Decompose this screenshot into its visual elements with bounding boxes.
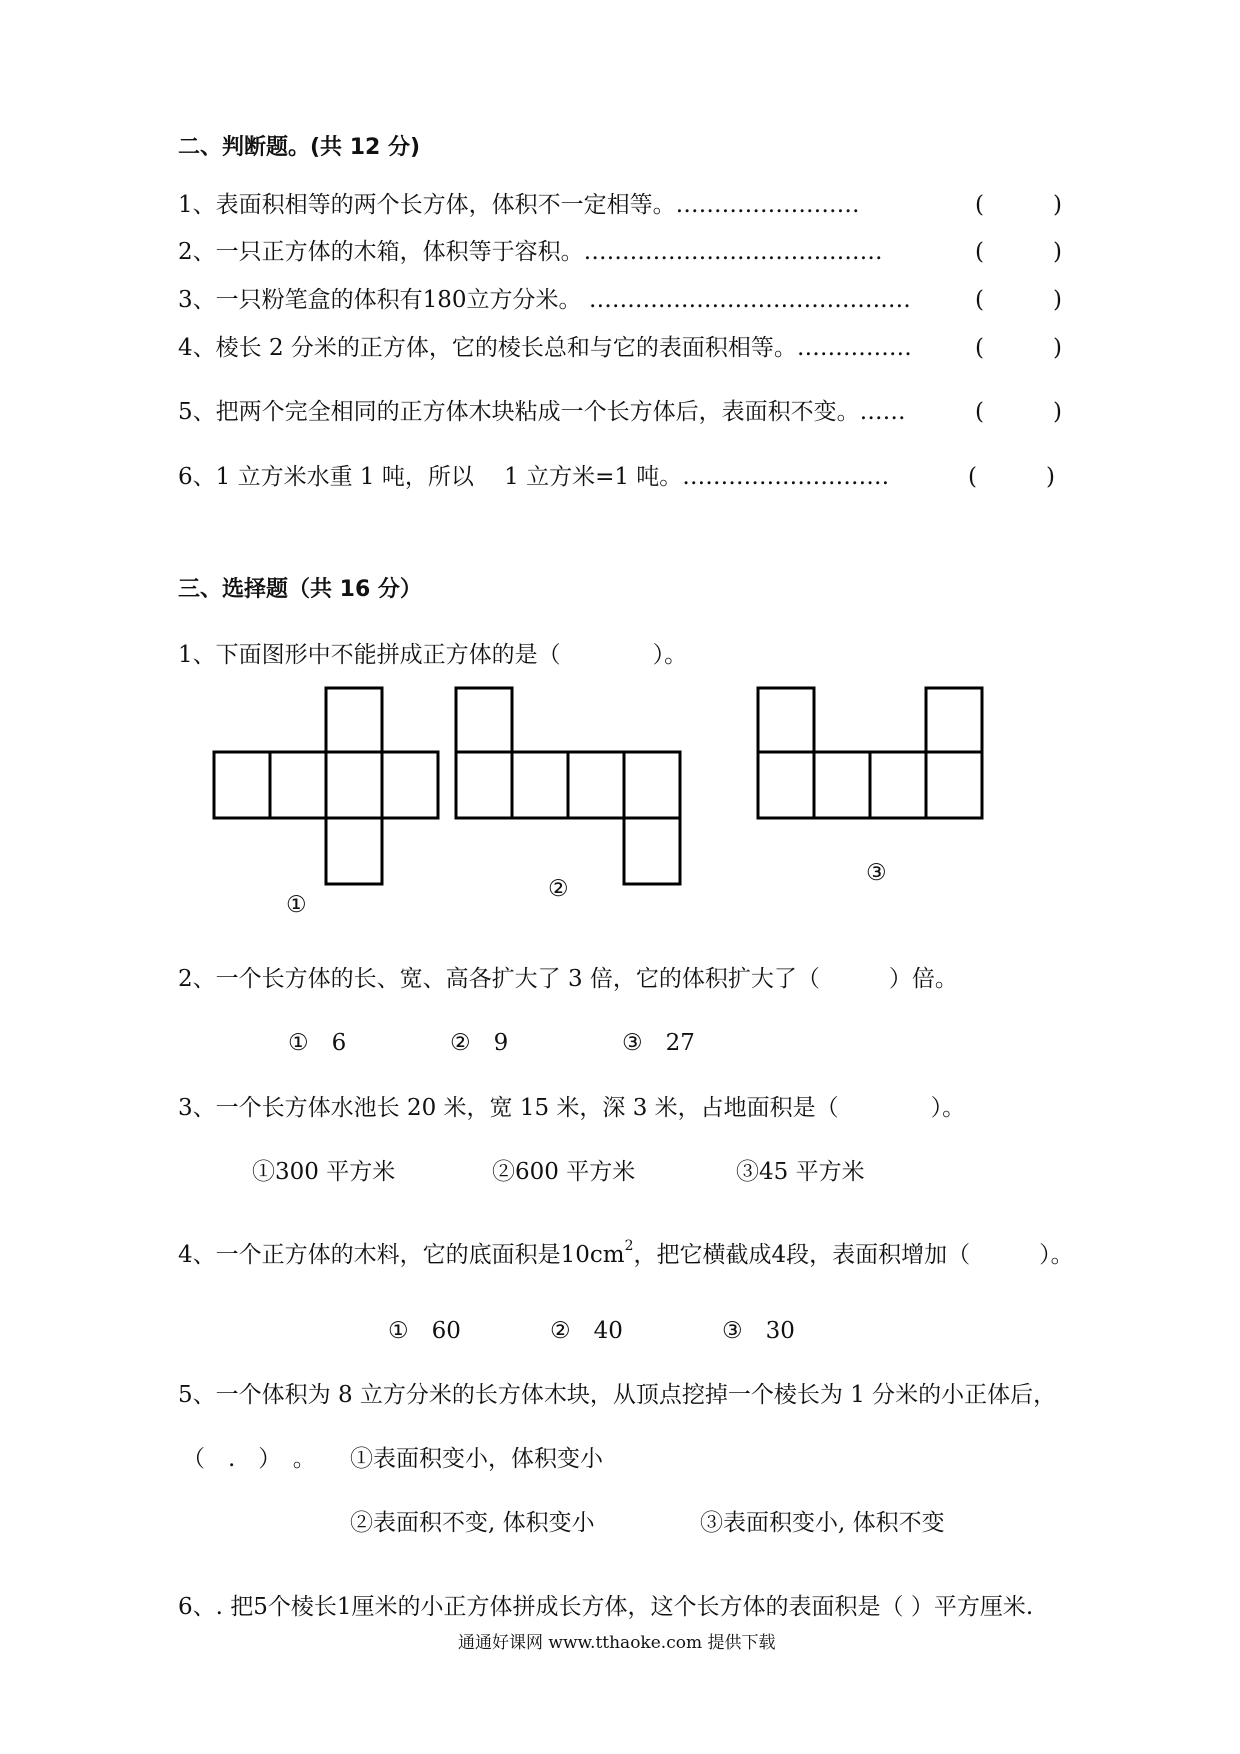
q2-option-3: ③ 27 <box>622 1030 695 1056</box>
choice-q3-text: 3、一个长方体水池长 20 米，宽 15 米，深 3 米，占地面积是（ ）。 <box>178 1095 966 1121</box>
choice-q5-text: 5、一个体积为 8 立方分米的长方体木块，从顶点挖掉一个棱长为 1 分米的小正体后， <box>178 1382 1057 1408</box>
q5-option-1: ①表面积变小，体积变小 <box>350 1446 603 1472</box>
choice-q4-text <box>178 1236 1074 1269</box>
judge-item-5: 5、把两个完全相同的正方体木块粘成一个长方体后，表面积不变。…… <box>178 399 906 425</box>
q4-text-before: 4、一个正方体的木料，它的底面积是10cm <box>178 1242 625 1268</box>
q4-option-1: ① 60 <box>388 1318 461 1344</box>
section3-heading: 三、选择题（共 16 分） <box>178 577 422 602</box>
judge-answer-1: ( ) <box>975 192 1062 218</box>
q3-option-2: ②600 平方米 <box>492 1159 636 1185</box>
choice-q2-text: 2、一个长方体的长、宽、高各扩大了 3 倍，它的体积扩大了（ ）倍。 <box>178 966 958 992</box>
q4-option-2: ② 40 <box>550 1318 623 1344</box>
q4-option-3: ③ 30 <box>722 1318 795 1344</box>
cube-net-1 <box>210 686 450 926</box>
q2-option-1: ① 6 <box>288 1030 347 1056</box>
judge-answer-4: ( ) <box>975 335 1062 361</box>
judge-answer-6: ( ) <box>968 464 1055 490</box>
judge-answer-3: ( ) <box>975 287 1062 313</box>
judge-answer-5: ( ) <box>975 399 1062 425</box>
judge-item-6: 6、1 立方米水重 1 吨，所以 1 立方米=1 吨。……………………… <box>178 464 890 490</box>
q5-answer-blank: （ . ） 。 <box>182 1446 316 1472</box>
choice-q6-text: 6、. 把5个棱长1厘米的小正方体拼成长方体，这个长方体的表面积是（ ）平方厘米. <box>178 1594 1034 1620</box>
net-label-1: ① <box>286 892 307 918</box>
q3-option-3: ③45 平方米 <box>736 1159 865 1185</box>
judge-answer-2: ( ) <box>975 239 1062 265</box>
q4-text-after: ，把它横截成4段，表面积增加（ ）。 <box>633 1242 1074 1268</box>
page-footer: 通通好课网 www.tthaoke.com 提供下载 <box>458 1633 776 1653</box>
judge-item-3: 3、一只粉笔盒的体积有180立方分米。 …………………………………… <box>178 287 911 313</box>
net-label-2: ② <box>548 876 569 902</box>
section2-heading: 二、判断题。(共 12 分) <box>178 135 421 160</box>
q4-superscript: 2 <box>624 1238 634 1254</box>
cube-net-2 <box>452 686 692 926</box>
q5-option-3: ③表面积变小, 体积不变 <box>700 1510 945 1536</box>
choice-q1-text: 1、下面图形中不能拼成正方体的是（ ）。 <box>178 642 688 668</box>
q5-option-2: ②表面积不变, 体积变小 <box>350 1510 595 1536</box>
judge-item-2: 2、一只正方体的木箱，体积等于容积。………………………………… <box>178 239 883 265</box>
q3-option-1: ①300 平方米 <box>252 1159 396 1185</box>
net-label-3: ③ <box>866 860 887 886</box>
cube-net-3 <box>754 686 994 846</box>
judge-item-1: 1、表面积相等的两个长方体，体积不一定相等。…………………… <box>178 192 860 218</box>
q2-option-2: ② 9 <box>450 1030 509 1056</box>
judge-item-4: 4、棱长 2 分米的正方体，它的棱长总和与它的表面积相等。…………… <box>178 335 912 361</box>
